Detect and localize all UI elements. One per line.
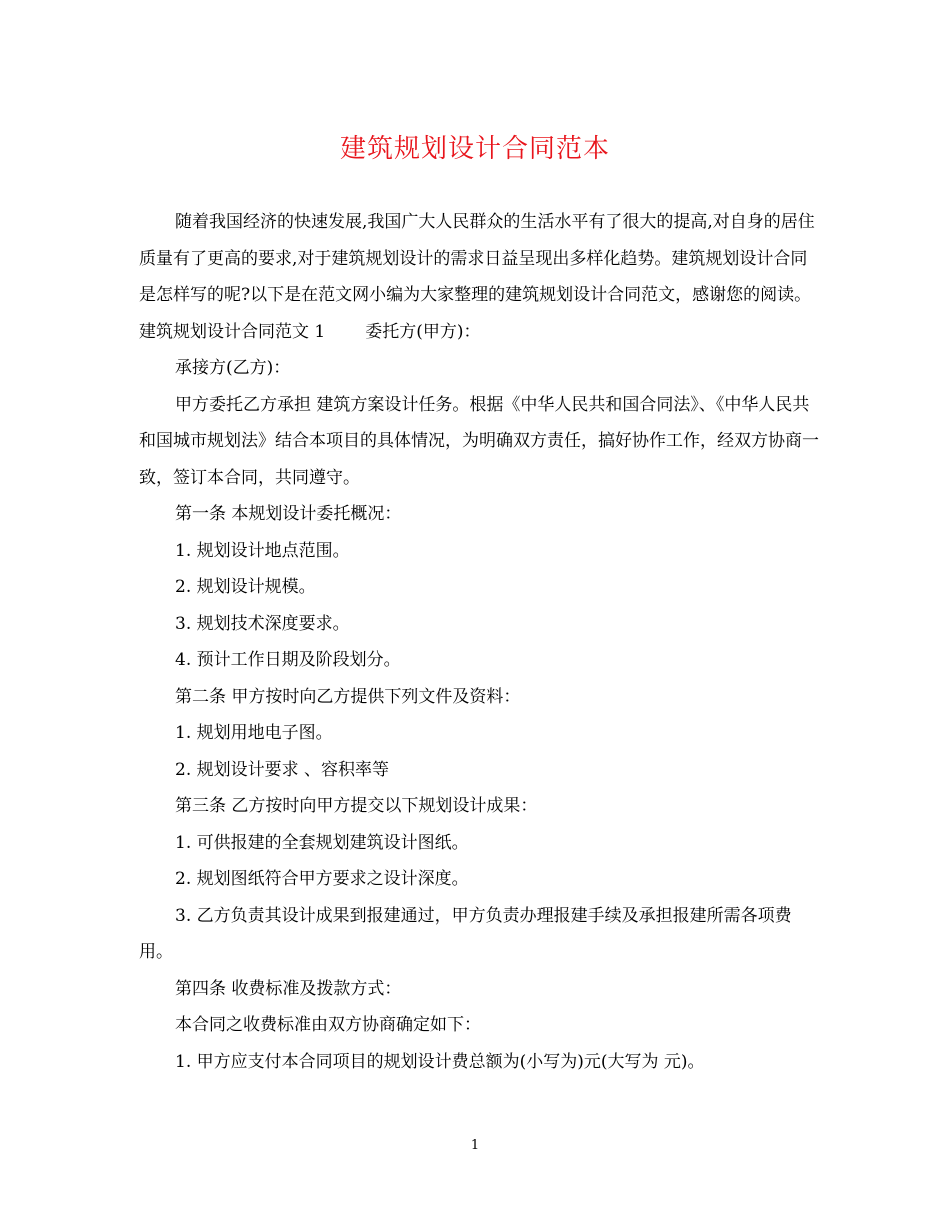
article-1-heading: 第一条 本规划设计委托概况： (175, 504, 402, 524)
article-1-item: 3. 规划技术深度要求。 (175, 613, 350, 634)
document-body (139, 204, 819, 1080)
article-1-item: 2. 规划设计规模。 (175, 577, 316, 597)
article-3-item: 1. 可供报建的全套规划建筑设计图纸。 (175, 832, 469, 853)
preamble-paragraph: 甲方委托乙方承担 建筑方案设计任务。根据《中华人民共和国合同法》、《中华人民共和国城市规划法》结合本项目的具体情况，为明确双方责任，搞好协作工作，经双方协商一致，签订本合同，共同遵守。 (139, 394, 819, 488)
sample-heading: 建筑规划设计合同范文 1 (139, 321, 326, 342)
page-number: 1 (470, 1138, 480, 1153)
article-1-item: 1. 规划设计地点范围。 (175, 540, 350, 561)
party-a-label: 委托方(甲方)： (365, 321, 481, 342)
article-4-heading: 第四条 收费标准及拨款方式： (175, 978, 402, 999)
article-3-item: 2. 规划图纸符合甲方要求之设计深度。 (175, 869, 469, 889)
article-4-item: 1. 甲方应支付本合同项目的规划设计费总额为(小写为)元(大写为 元)。 (175, 1051, 705, 1072)
party-b-label: 承接方(乙方)： (175, 358, 291, 378)
article-3-heading: 第三条 乙方按时向甲方提交以下规划设计成果： (175, 796, 538, 816)
intro-paragraph: 随着我国经济的快速发展,我国广大人民群众的生活水平有了很大的提高,对自身的居住质量有了更高的要求,对于建筑规划设计的需求日益呈现出多样化趋势。建筑规划设计合同是怎样写的呢?以下是在范文网小编为大家整理的建筑规划设计合同范文，感谢您的阅读。 (139, 212, 815, 305)
article-2-item: 1. 规划用地电子图。 (175, 723, 333, 743)
article-3-item: 3. 乙方负责其设计成果到报建通过，甲方负责办理报建手续及承担报建所需各项费用。 (139, 905, 792, 962)
sample-heading-line (139, 314, 819, 351)
article-2-item: 2. 规划设计要求 、容积率等 (175, 759, 390, 780)
article-2-heading: 第二条 甲方按时向乙方提供下列文件及资料： (175, 686, 521, 707)
document-title: 建筑规划设计合同范本 (339, 134, 610, 164)
article-4-intro: 本合同之收费标准由双方协商确定如下： (175, 1015, 481, 1035)
article-1-item: 4. 预计工作日期及阶段划分。 (175, 650, 401, 670)
